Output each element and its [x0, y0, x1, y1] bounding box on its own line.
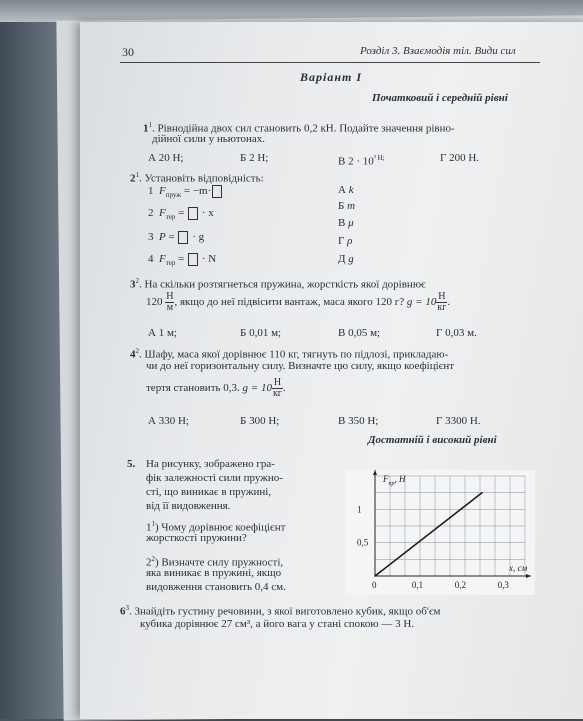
- y-tick-label: 0,5: [357, 537, 369, 548]
- q1-option-b: Б 2 Н;: [240, 152, 269, 164]
- x-tick-label: 0: [372, 580, 377, 590]
- q2-right-item-c: В μ: [338, 217, 354, 229]
- header-rule: [120, 62, 540, 63]
- q2-right-item-d: Г ρ: [338, 235, 353, 247]
- q1-option-a: А 20 Н;: [148, 152, 184, 164]
- g-unit-fraction: $\frac{Н}{кг}$: [437, 291, 447, 313]
- q4-option-b: Б 300 Н;: [240, 415, 280, 427]
- q3-option-c: В 0,05 м;: [338, 327, 381, 339]
- q1-option-c: В $2 \cdot 10^{^3 Н;}$: [338, 154, 385, 168]
- force-extension-graph: [345, 470, 535, 595]
- x-tick-label: 0,1: [411, 580, 424, 590]
- q4-line2: чи до неї горизонтальну силу. Визначте цю силу, якщо коефіцієнт: [146, 360, 455, 372]
- blank-box: [212, 185, 222, 198]
- q3-option-a: А 1 м;: [148, 327, 177, 339]
- q6-line1: $6^3$. Знайдіть густину речовини, з якої виготовлено кубик, якщо об'єм: [120, 604, 441, 618]
- variant-title: Варіант І: [300, 70, 363, 84]
- q4-line1: $4^2$. Шафу, маса якої дорівнює 110 кг, тягнуть по підлозі, прикладаю-: [130, 347, 449, 361]
- q5-line4: від її видовження.: [146, 500, 231, 512]
- q4-option-a: А 330 Н;: [148, 415, 189, 427]
- q5-line2: фік залежності сили пружно-: [146, 472, 283, 484]
- q4-option-d: Г 3300 Н.: [436, 415, 481, 427]
- blank-box: [188, 253, 198, 266]
- q3-line2: 120 $\frac{Н}{м}$ , якщо до неї підвісити вантаж, маса якого 120 г? g = 10 $\frac{Н}{кг}$ .: [146, 291, 451, 313]
- x-tick-label: 0,2: [454, 580, 466, 590]
- q2-left-item-1: 1 $F_{пруж} = -m\cdot$: [148, 184, 223, 202]
- q1-line2: дійної сили у ньютонах.: [152, 133, 266, 145]
- section-title: Розділ 3. Взаємодія тіл. Види сил: [360, 45, 516, 57]
- q5-line3: сті, що виникає в пружині,: [146, 486, 272, 498]
- q5-sub1-line1: $1^1$) Чому дорівнює коефіцієнт: [146, 520, 286, 534]
- blank-box: [188, 207, 198, 220]
- q1-option-d: Г 200 Н.: [440, 152, 480, 164]
- q5-sub1-line2: жорсткості пружини?: [146, 532, 247, 544]
- q3-option-d: Г 0,03 м.: [436, 327, 477, 339]
- q5-sub2-line3: видовження становить 0,4 см.: [146, 581, 286, 593]
- q5-line1: На рисунку, зображено гра-: [146, 458, 275, 470]
- q2-right-item-b: Б m: [338, 200, 356, 212]
- q2-left-item-2: 2 $F_{тер}$ = · x: [148, 207, 214, 222]
- y-axis-label: $F_{пр}$, Н: [383, 474, 406, 487]
- q5-number: 5.: [127, 458, 136, 470]
- q6-line2: кубика дорівнює 27 см³, а його вага у стані спокою — 3 Н.: [140, 618, 415, 630]
- y-tick-label: 1: [357, 504, 362, 515]
- q5-sub2-line2: яка виникає в пружині, якщо: [146, 567, 282, 579]
- unit-fraction: $\frac{Н}{м}$: [166, 291, 174, 313]
- level-heading-sufficient: Достатній і високий рівні: [368, 434, 497, 446]
- q1-line1: $1^1$. Рівнодійна двох сил становить 0,2 кН. Подайте значення рівно-: [143, 121, 455, 135]
- q4-line3: тертя становить 0,3. g = 10 $\frac{Н}{кг}$ .: [146, 377, 286, 399]
- q2-left-item-4: 4 $F_{тер}$ = · N: [148, 253, 217, 268]
- q3-option-b: Б 0,01 м;: [240, 327, 282, 339]
- x-tick-label: 0,3: [497, 580, 509, 590]
- q2-right-item-e: Д g: [338, 253, 354, 265]
- q2-left-item-3: 3 P = · g: [148, 231, 205, 243]
- level-heading-initial: Початковий і середній рівні: [372, 92, 508, 104]
- g-unit-fraction: $\frac{Н}{кг}$: [272, 377, 282, 399]
- data-point: [481, 492, 483, 494]
- q2-right-item-a: А k: [338, 184, 354, 196]
- data-point: [374, 575, 376, 577]
- page-number: 30: [122, 45, 134, 59]
- q3-line1: $3^2$. На скільки розтягнеться пружина, жорсткість якої дорівнює: [130, 277, 426, 291]
- q4-option-c: В 350 Н;: [338, 415, 379, 427]
- x-axis-label: x, см: [509, 563, 528, 573]
- q5-sub2-line1: $2^2$) Визначте силу пружності,: [146, 555, 284, 569]
- q2-prompt: $2^1$. Установіть відповідність:: [130, 171, 264, 185]
- blank-box: [178, 231, 188, 244]
